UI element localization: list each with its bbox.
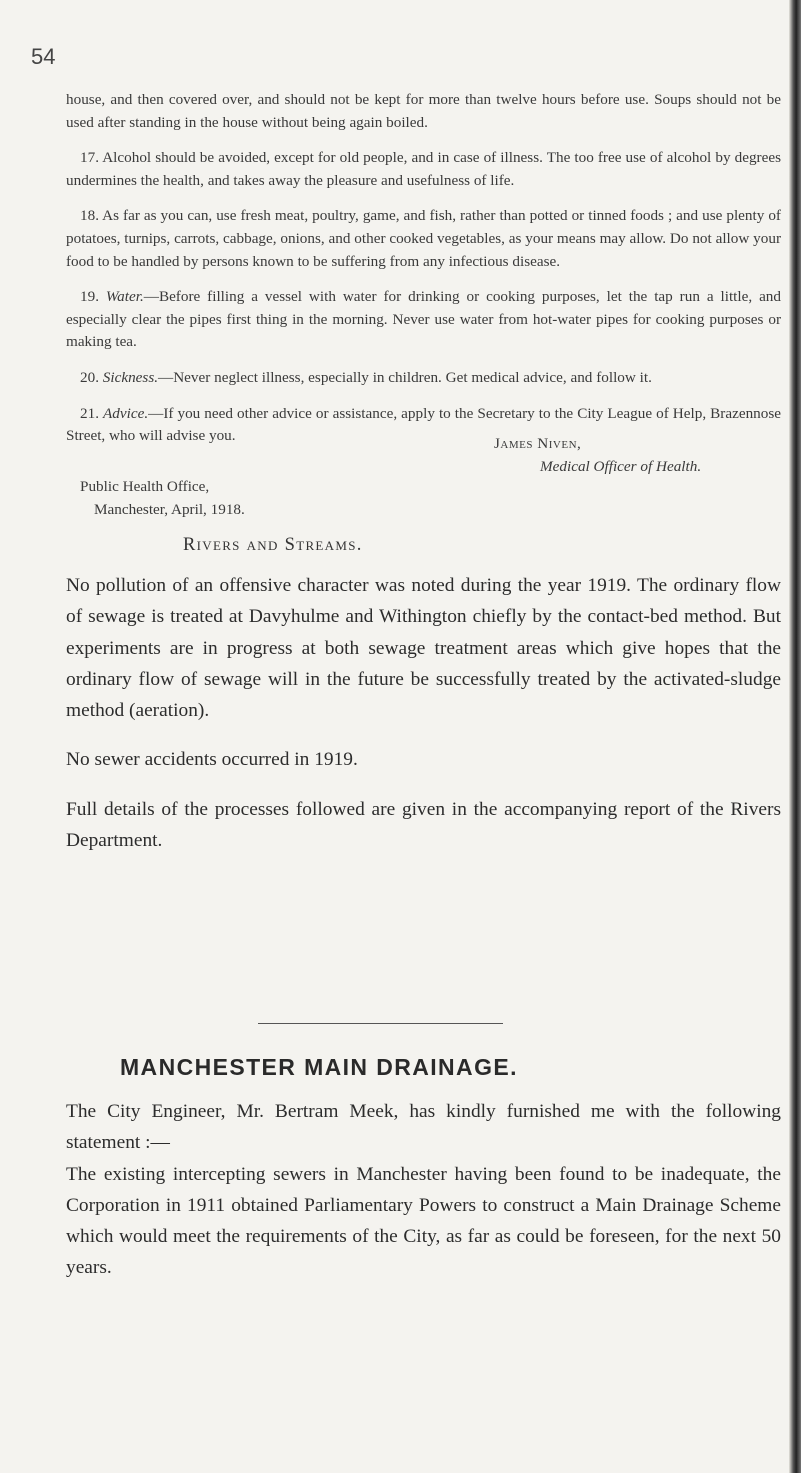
rivers-paragraph-1: No pollution of an offensive character was noted during the year 1919. The ordinary flow of sewage is treated at Davyhulme and Withington chiefly by the contact-bed method. But experiments are in progress at both sewage treatment areas which give hopes that the ordinary flow of sewage will in the future be successfully treated by the activated-sludge method (aeration). [66, 575, 781, 722]
p19-number: 19. [80, 288, 99, 306]
paragraph-continuation: house, and then covered over, and should not be kept for more than twelve hours before use. Soups should not be used after standing in the house without being again boiled. [66, 91, 781, 131]
p20-number: 20. [80, 368, 99, 386]
paragraph-19 [66, 286, 781, 354]
drainage-heading: MANCHESTER MAIN DRAINAGE. [120, 1054, 518, 1080]
signature-office: Public Health Office, [80, 478, 210, 495]
p20-text: —Never neglect illness, especially in children. Get medical advice, and follow it. [158, 368, 652, 386]
upper-section [66, 89, 781, 461]
paragraph-17: 17. Alcohol should be avoided, except for old people, and in case of illness. The too free use of alcohol by degrees undermines the health, and takes away the pleasure and usefulness of life. [66, 149, 781, 189]
p21-number: 21. [80, 404, 99, 422]
paragraph-20 [66, 367, 781, 390]
p19-title: Water. [105, 288, 144, 306]
p21-text: —If you need other advice or assistance, apply to the Secretary to the City League of Help, Brazennose Street, who will advise you. [66, 404, 782, 445]
drainage-paragraph-1: The City Engineer, Mr. Bertram Meek, has kindly furnished me with the following statement :— [66, 1101, 781, 1154]
rivers-paragraph-2: No sewer accidents occurred in 1919. [66, 749, 358, 771]
signature-name: James Niven, [494, 435, 582, 452]
rivers-section [66, 570, 781, 874]
paragraph-18: 18. As far as you can, use fresh meat, poultry, game, and fish, rather than potted or tinned foods ; and use plenty of potatoes, turnips, carrots, cabbage, onions, and other cooked vegetables, as your means may allow. Do not allow your food to be handled by persons known to be suffering from any infectious disease. [66, 207, 781, 270]
p20-title: Sickness. [102, 368, 159, 386]
rivers-paragraph-3: Full details of the processes followed are given in the accompanying report of the Rivers Department. [66, 798, 781, 852]
page-edge [789, 0, 801, 1473]
section-divider [258, 1023, 503, 1024]
rivers-heading: Rivers and Streams. [183, 535, 363, 555]
signature-title: Medical Officer of Health. [540, 458, 702, 475]
drainage-section [66, 1096, 781, 1284]
drainage-paragraph-2: The existing intercepting sewers in Manchester having been found to be inadequate, the Corporation in 1911 obtained Parliamentary Powers to construct a Main Drainage Scheme which would meet the requirements of the City, as far as could be foreseen, for the next 50 years. [66, 1163, 781, 1279]
p21-title: Advice. [103, 404, 149, 422]
page-number: 54 [31, 44, 56, 69]
p19-text: —Before filling a vessel with water for drinking or cooking purposes, let the tap run a little, and especially clear the pipes first thing in the morning. Never use water from hot-water pipes for cooking purposes or making tea. [66, 288, 781, 351]
signature-place-date: Manchester, April, 1918. [94, 501, 245, 518]
paragraph-21 [66, 403, 781, 448]
